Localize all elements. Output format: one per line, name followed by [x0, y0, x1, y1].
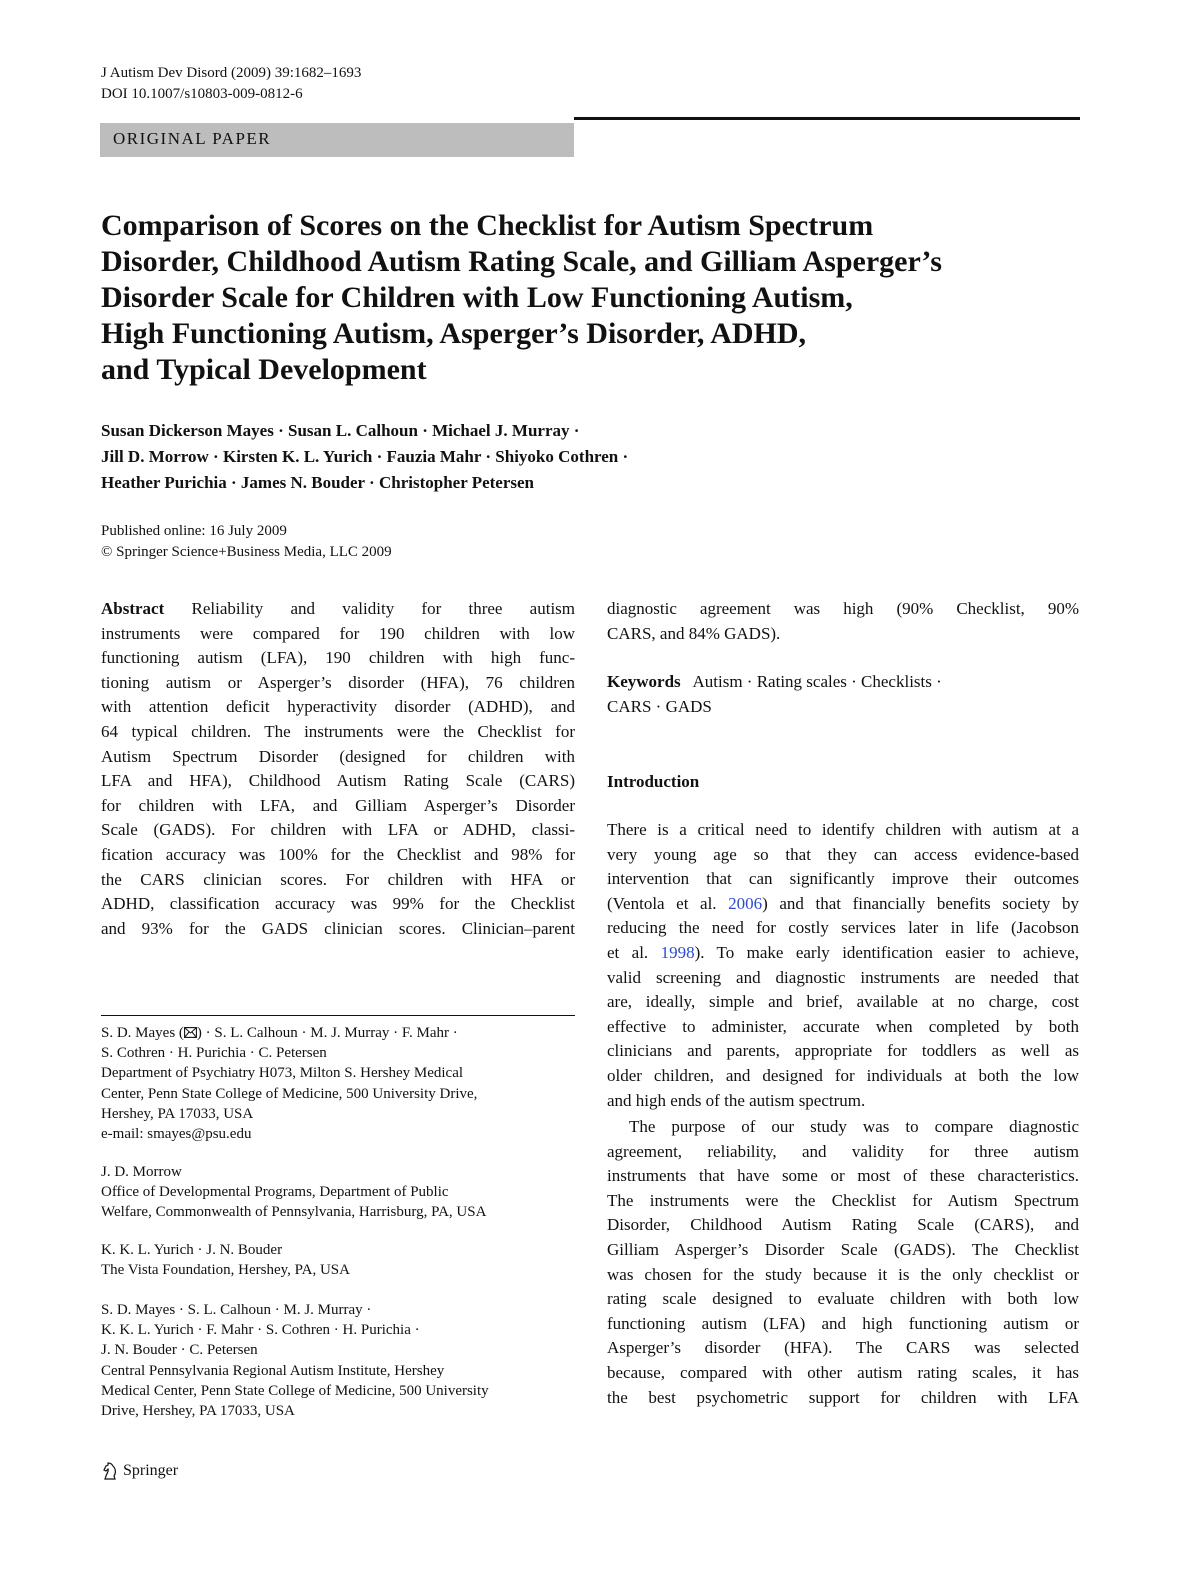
affiliation-line: Welfare, Commonwealth of Pennsylvania, Harrisburg, PA, USA [101, 1204, 487, 1221]
paragraph-line: There is a critical need to identify children with autism at a [607, 820, 1079, 839]
abstract-line: LFA and HFA), Childhood Autism Rating Scale (CARS) [101, 771, 575, 791]
paragraph-line: valid screening and diagnostic instruments are needed that [607, 967, 1079, 987]
published-date: Published online: 16 July 2009 [101, 523, 287, 539]
paragraph-line [607, 892, 1079, 917]
line-text: S. D. Mayes ( [101, 1025, 184, 1041]
paragraph-line [607, 941, 1079, 966]
intro-paragraph-2 [607, 1115, 1079, 1410]
affiliation-line: S. Cothren · H. Purichia · C. Petersen [101, 1045, 327, 1062]
line-text: et al. [607, 942, 661, 962]
affiliation-line: Drive, Hershey, PA 17033, USA [101, 1403, 295, 1420]
footnote-rule [101, 1015, 575, 1016]
affiliation-line: S. D. Mayes · S. L. Calhoun · M. J. Murray · [101, 1302, 372, 1318]
paragraph-line: Disorder, Childhood Autism Rating Scale (CARS), and [607, 1215, 1079, 1235]
publication-info [101, 521, 392, 563]
journal-citation: J Autism Dev Disord (2009) 39:1682–1693 [101, 65, 362, 81]
paragraph-line: reducing the need for costly services later in life (Jacobson [607, 918, 1079, 938]
abstract-line: for children with LFA, and Gilliam Asperger’s Disorder [101, 795, 575, 815]
keywords-line: CARS · GADS [607, 696, 712, 716]
affiliation-line: K. K. L. Yurich · F. Mahr · S. Cothren · H. Purichia · [101, 1322, 420, 1339]
abstract-line: 64 typical children. The instruments were the Checklist for [101, 721, 575, 741]
email-link[interactable]: e-mail: smayes@psu.edu [101, 1126, 252, 1143]
paragraph-line: older children, and designed for individuals at both the low [607, 1065, 1079, 1085]
paragraph-line: Gilliam Asperger’s Disorder Scale (GADS). The Checklist [607, 1239, 1079, 1259]
abstract-label: Abstract [101, 599, 165, 618]
publisher-logo [101, 1460, 178, 1482]
title-line: High Functioning Autism, Asperger’s Disorder, ADHD, [101, 317, 807, 350]
paragraph-line: because, compared with other autism rating scales, it has [607, 1362, 1079, 1382]
title-line: Disorder Scale for Children with Low Functioning Autism, [101, 281, 853, 314]
line-text: ) · S. L. Calhoun · M. J. Murray · F. Mahr · [196, 1025, 458, 1041]
abstract-line: diagnostic agreement was high (90% Checklist, 90% [607, 599, 1079, 618]
author-list [101, 418, 1101, 496]
paragraph-line: clinicians and parents, appropriate for toddlers as well as [607, 1041, 1079, 1061]
abstract [101, 597, 575, 941]
affiliation-line: Department of Psychiatry H073, Milton S. Hershey Medical [101, 1065, 464, 1082]
paragraph-line: and high ends of the autism spectrum. [607, 1090, 866, 1110]
author-line: Heather Purichia · James N. Bouder · Christopher Petersen [101, 473, 534, 492]
affiliation-line [101, 1023, 581, 1043]
line-text: ). To make early identification easier to achieve, [694, 942, 1079, 962]
abstract-line: fication accuracy was 100% for the Checklist and 98% for [101, 844, 575, 864]
abstract-line: instruments were compared for 190 children with low [101, 623, 575, 643]
abstract-line: the CARS clinician scores. For children with HFA or [101, 869, 575, 889]
affiliation-block [101, 1300, 581, 1421]
abstract-line: Autism Spectrum Disorder (designed for children with [101, 746, 575, 766]
keywords-line [607, 670, 1079, 695]
paragraph-line: the best psychometric support for children with LFA [607, 1387, 1079, 1407]
abstract-text: Reliability and validity for three autism [191, 599, 575, 618]
author-line: Susan Dickerson Mayes · Susan L. Calhoun · Michael J. Murray · [101, 421, 580, 440]
paragraph-line: are, ideally, simple and brief, available at no charge, cost [607, 992, 1079, 1012]
affiliation-line: Central Pennsylvania Regional Autism Institute, Hershey [101, 1362, 445, 1379]
title-line: Comparison of Scores on the Checklist for Autism Spectrum [101, 209, 874, 242]
abstract-line: CARS, and 84% GADS). [607, 623, 781, 643]
paper-title [101, 208, 1101, 388]
line-text: (Ventola et al. [607, 893, 729, 913]
paragraph-line: effective to administer, accurate when completed by both [607, 1016, 1079, 1036]
keywords [607, 670, 1079, 719]
paragraph-line: Asperger’s disorder (HFA). The CARS was selected [607, 1338, 1079, 1358]
citation-link-jacobson[interactable]: 1998 [660, 942, 695, 962]
title-line: and Typical Development [101, 353, 427, 386]
keywords-text: Autism · Rating scales · Checklists · [692, 672, 942, 691]
paragraph-line: functioning autism (LFA) and high functioning autism or [607, 1313, 1079, 1333]
copyright: © Springer Science+Business Media, LLC 2009 [101, 544, 392, 560]
keywords-label: Keywords [607, 672, 681, 691]
springer-knight-icon [101, 1461, 119, 1481]
affiliation-line: Office of Developmental Programs, Department of Public [101, 1184, 449, 1201]
abstract-line: Scale (GADS). For children with LFA or ADHD, classi- [101, 820, 575, 840]
line-text: ) and that financially benefits society by [762, 893, 1079, 913]
affiliation-line: Medical Center, Penn State College of Medicine, 500 University [101, 1382, 489, 1399]
affiliation-block [101, 1023, 581, 1144]
affiliation-line: J. D. Morrow [101, 1164, 182, 1180]
section-label: ORIGINAL PAPER [113, 129, 272, 148]
author-line: Jill D. Morrow · Kirsten K. L. Yurich · Fauzia Mahr · Shiyoko Cothren · [101, 447, 629, 466]
top-rule [574, 117, 1080, 120]
paragraph-line: very young age so that they can access evidence-based [607, 844, 1079, 864]
paragraph-line: instruments that have some or most of these characteristics. [607, 1166, 1079, 1186]
abstract-line: ADHD, classification accuracy was 99% for the Checklist [101, 894, 575, 914]
envelope-icon[interactable] [184, 1027, 197, 1038]
paragraph-line: The purpose of our study was to compare diagnostic [629, 1117, 1079, 1136]
abstract-continuation [607, 597, 1079, 646]
affiliation-block [101, 1240, 581, 1280]
paragraph-line: was chosen for the study because it is the only checklist or [607, 1264, 1079, 1284]
affiliation-line: K. K. L. Yurich · J. N. Bouder [101, 1242, 283, 1258]
affiliation-line: Hershey, PA 17033, USA [101, 1105, 254, 1122]
affiliation-block [101, 1162, 581, 1223]
abstract-line: tioning autism or Asperger’s disorder (HFA), 76 children [101, 672, 575, 692]
paragraph-line: agreement, reliability, and validity for three autism [607, 1141, 1079, 1161]
abstract-line: with attention deficit hyperactivity disorder (ADHD), and [101, 697, 575, 717]
abstract-line: functioning autism (LFA), 190 children with high func- [101, 648, 575, 668]
abstract-line [101, 597, 575, 622]
abstract-line: and 93% for the GADS clinician scores. Clinician–parent [101, 918, 575, 938]
section-heading-introduction: Introduction [607, 772, 700, 791]
title-line: Disorder, Childhood Autism Rating Scale, and Gilliam Asperger’s [101, 245, 942, 278]
affiliation-line: Center, Penn State College of Medicine, 500 University Drive, [101, 1085, 478, 1102]
affiliation-line: The Vista Foundation, Hershey, PA, USA [101, 1262, 350, 1279]
citation-link-ventola[interactable]: 2006 [728, 893, 763, 913]
paragraph-line: intervention that can significantly improve their outcomes [607, 869, 1079, 889]
intro-paragraph-1 [607, 818, 1079, 1113]
publisher-name: Springer [123, 1462, 179, 1479]
paragraph-line: rating scale designed to evaluate children with both low [607, 1289, 1079, 1309]
doi-line: DOI 10.1007/s10803-009-0812-6 [101, 86, 303, 102]
affiliation-line: J. N. Bouder · C. Petersen [101, 1342, 258, 1359]
paragraph-line: The instruments were the Checklist for Autism Spectrum [607, 1190, 1079, 1210]
